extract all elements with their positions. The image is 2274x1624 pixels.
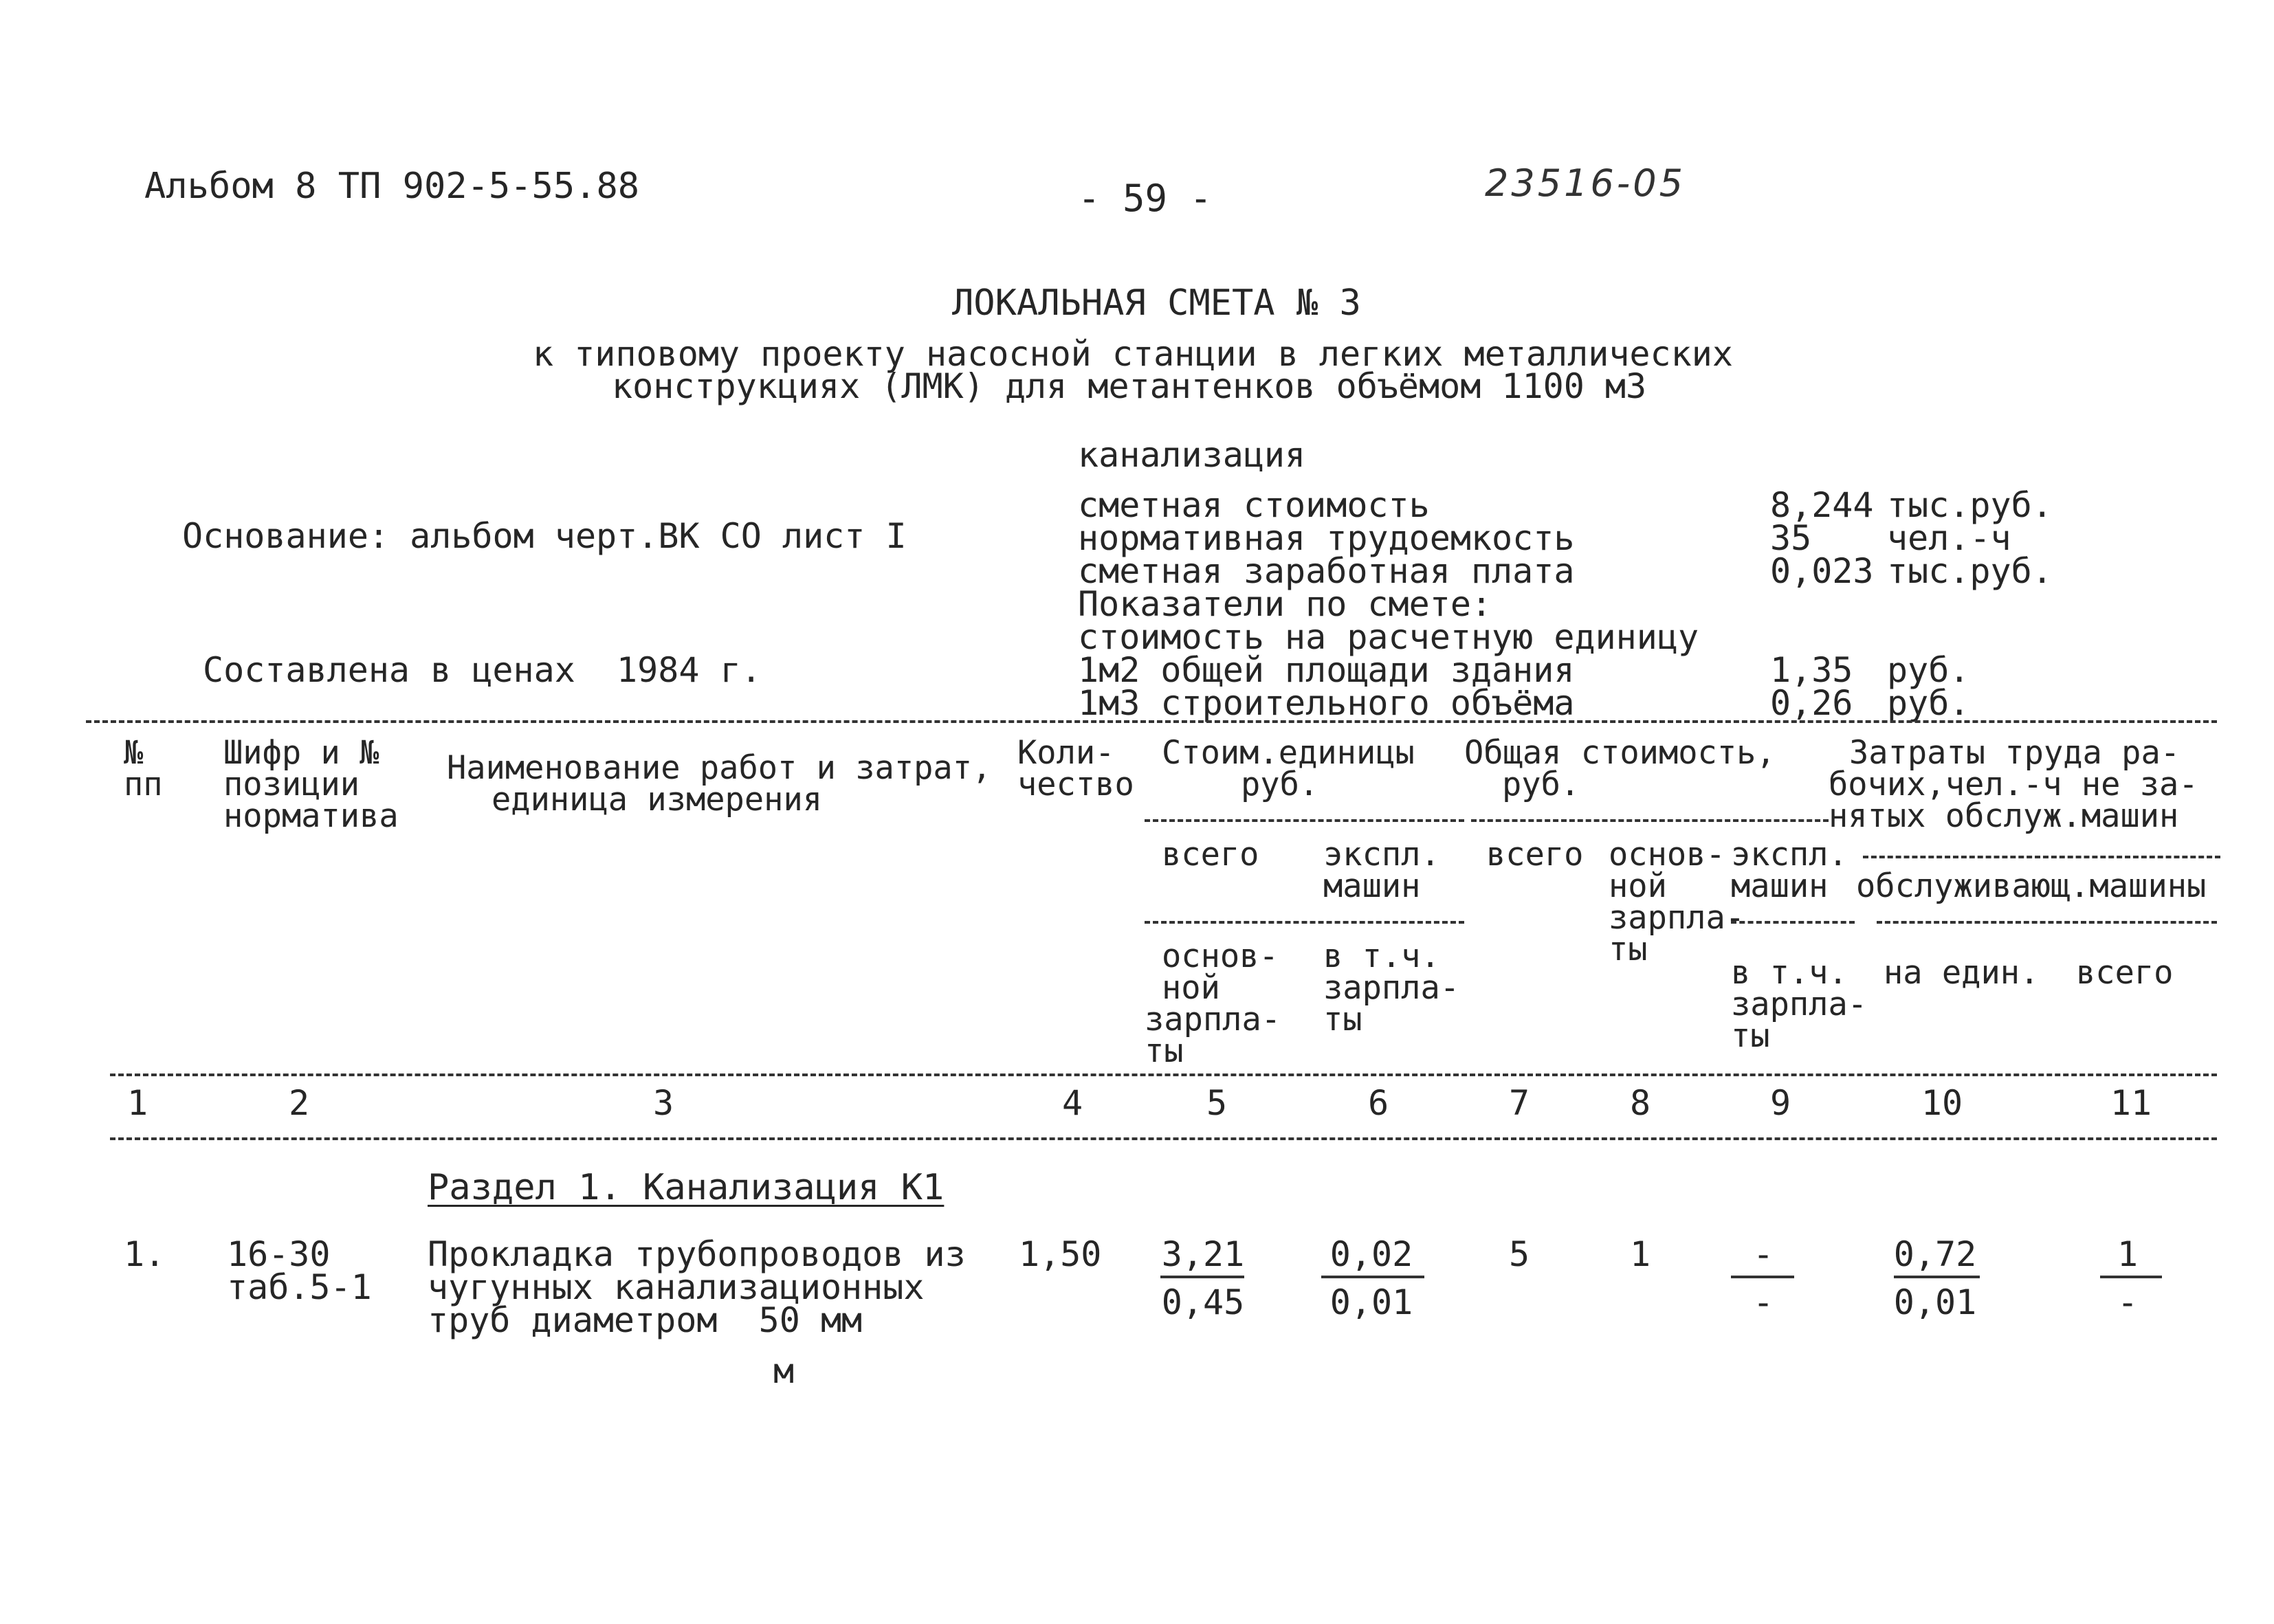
row-total-machine: - xyxy=(1752,1234,1774,1274)
basis-prices: Составлена в ценах 1984 г. xyxy=(203,650,762,690)
header-labor-serving: обслуживающ.машины xyxy=(1856,867,2207,905)
summary-estimated-cost-unit: тыс.руб. xyxy=(1887,485,2053,525)
row-machine-cost-underline xyxy=(1321,1276,1424,1278)
header-total-osnov-line4: ты xyxy=(1609,931,1648,968)
header-labor-na-edin: на един. xyxy=(1884,954,2040,992)
header-unit-vtch-line1: в т.ч. xyxy=(1323,937,1440,975)
summary-estimated-cost-label: сметная стоимость xyxy=(1078,485,1430,525)
row-quantity: 1,50 xyxy=(1019,1234,1102,1274)
summary-labor-unit: чел.-ч xyxy=(1887,518,2011,558)
header-code-line2: позиции xyxy=(223,766,360,803)
header-total-ekspl-rule xyxy=(1731,921,1855,924)
header-labor-sub-rule xyxy=(1877,921,2217,924)
header-name-line2: единица измерения xyxy=(492,781,823,819)
row-name-line3: труб диаметром 50 мм xyxy=(428,1300,863,1340)
column-numbers-bottom-rule xyxy=(110,1137,2217,1140)
summary-volume-label: 1м3 строительного объёма xyxy=(1078,683,1575,723)
row-unit: м xyxy=(773,1351,795,1391)
header-total-vtch-line2: зарпла- xyxy=(1731,986,1868,1023)
header-unit-cost-rule xyxy=(1145,819,1464,822)
header-labor-line3: нятых обслуж.машин xyxy=(1829,797,2179,835)
row-labor-per-unit-underline xyxy=(1894,1276,1980,1278)
row-labor-total-underline xyxy=(2100,1276,2162,1278)
header-unit-osnov-line1: основ- xyxy=(1162,937,1279,975)
row-labor-total: 1 xyxy=(2117,1234,2139,1274)
header-code-line3: норматива xyxy=(223,797,399,835)
row-total-machine-underline xyxy=(1731,1276,1794,1278)
row-total-wage: 1 xyxy=(1629,1234,1651,1274)
summary-labor-label: нормативная трудоемкость xyxy=(1078,518,1575,558)
header-total-vtch-line3: ты xyxy=(1731,1017,1770,1055)
header-labor-line2: бочих,чел.-ч не за- xyxy=(1829,766,2198,803)
column-number-7: 7 xyxy=(1508,1083,1530,1123)
column-number-4: 4 xyxy=(1061,1083,1083,1123)
column-number-8: 8 xyxy=(1629,1083,1651,1123)
column-number-2: 2 xyxy=(288,1083,310,1123)
row-unit-cost-wage: 0,45 xyxy=(1161,1282,1245,1322)
header-unit-osnov-line2: ной xyxy=(1162,969,1220,1007)
summary-area-unit: руб. xyxy=(1887,650,1970,690)
table-top-rule xyxy=(86,720,2217,723)
column-number-10: 10 xyxy=(1921,1083,1963,1123)
header-total-osnov-line3: зарпла- xyxy=(1609,899,1745,937)
row-total-cost: 5 xyxy=(1508,1234,1530,1274)
header-unit-ekspl-line1: экспл. xyxy=(1323,836,1440,874)
row-name-line2: чугунных канализационных xyxy=(428,1267,925,1307)
row-unit-cost-total: 3,21 xyxy=(1161,1234,1245,1274)
header-total-cost-line1: Общая стоимость, xyxy=(1464,734,1776,772)
document-code: 23516-05 xyxy=(1485,162,1686,205)
header-total-cost-line2: руб. xyxy=(1502,766,1580,803)
header-total-osnov-line2: ной xyxy=(1609,867,1667,905)
document-subtitle-line2: конструкциях (ЛМК) для метантенков объёмом 1100 м3 xyxy=(612,366,1647,406)
row-machine-wage: 0,01 xyxy=(1329,1282,1413,1322)
row-total-machine-wage: - xyxy=(1752,1282,1774,1322)
row-name-line1: Прокладка трубопроводов из xyxy=(428,1234,966,1274)
column-number-5: 5 xyxy=(1206,1083,1228,1123)
header-number-line2: пп xyxy=(124,766,163,803)
header-total-ekspl-line2: машин xyxy=(1731,867,1829,905)
summary-category: канализация xyxy=(1078,435,1306,475)
section-heading: Раздел 1. Канализация К1 xyxy=(428,1167,945,1208)
header-labor-vsego: всего xyxy=(2076,954,2174,992)
header-unit-vtch-line2: зарпла- xyxy=(1323,969,1460,1007)
row-unit-cost-underline xyxy=(1160,1276,1244,1278)
row-labor-serving-total: - xyxy=(2117,1282,2139,1322)
header-total-vsego: всего xyxy=(1486,836,1584,874)
header-unit-osnov-line3: зарпла- xyxy=(1145,1001,1281,1038)
header-bottom-rule xyxy=(110,1074,2217,1076)
header-number-line1: № xyxy=(124,734,144,772)
header-total-ekspl-line1: экспл. xyxy=(1731,836,1848,874)
header-unit-cost-line1: Стоим.единицы xyxy=(1162,734,1415,772)
column-number-1: 1 xyxy=(126,1083,148,1123)
header-unit-sub-rule xyxy=(1145,921,1464,924)
document-title: ЛОКАЛЬНАЯ СМЕТА № 3 xyxy=(952,282,1361,324)
summary-estimated-cost-value: 8,244 xyxy=(1770,485,1874,525)
header-total-cost-rule xyxy=(1471,819,1829,822)
summary-wage-unit: тыс.руб. xyxy=(1887,551,2053,591)
row-number: 1. xyxy=(124,1234,166,1274)
summary-per-unit-heading: стоимость на расчетную единицу xyxy=(1078,617,1699,657)
header-unit-cost-line2: руб. xyxy=(1241,766,1319,803)
row-machine-cost: 0,02 xyxy=(1329,1234,1413,1274)
header-code-line1: Шифр и № xyxy=(223,734,379,772)
summary-wage-label: сметная заработная плата xyxy=(1078,551,1575,591)
header-unit-vtch-line3: ты xyxy=(1323,1001,1362,1038)
row-code-line2: таб.5-1 xyxy=(227,1267,372,1307)
header-qty-line1: Коли- xyxy=(1017,734,1115,772)
column-number-3: 3 xyxy=(652,1083,674,1123)
row-code-line1: 16-30 xyxy=(227,1234,331,1274)
summary-labor-value: 35 xyxy=(1770,518,1812,558)
header-labor-line1: Затраты труда ра- xyxy=(1849,734,2181,772)
summary-volume-unit: руб. xyxy=(1887,683,1970,723)
summary-indicators-heading: Показатели по смете: xyxy=(1078,584,1492,624)
column-number-11: 11 xyxy=(2110,1083,2152,1123)
column-number-6: 6 xyxy=(1367,1083,1389,1123)
basis-foundation: Основание: альбом черт.ВК СО лист I xyxy=(182,516,907,556)
summary-volume-value: 0,26 xyxy=(1770,683,1853,723)
header-total-vtch-line1: в т.ч. xyxy=(1731,954,1848,992)
page-number: - 59 - xyxy=(1078,177,1213,220)
header-unit-ekspl-line2: машин xyxy=(1323,867,1421,905)
header-labor-rule xyxy=(1863,856,2220,858)
row-labor-per-unit: 0,72 xyxy=(1893,1234,1977,1274)
header-unit-vsego: всего xyxy=(1162,836,1259,874)
column-number-9: 9 xyxy=(1769,1083,1791,1123)
summary-wage-value: 0,023 xyxy=(1770,551,1874,591)
header-qty-line2: чество xyxy=(1017,766,1134,803)
header-unit-osnov-line4: ты xyxy=(1145,1032,1184,1070)
row-labor-serving-per-unit: 0,01 xyxy=(1893,1282,1977,1322)
summary-area-label: 1м2 общей площади здания xyxy=(1078,650,1575,690)
album-reference: Альбом 8 ТП 902-5-55.88 xyxy=(144,166,640,207)
summary-area-value: 1,35 xyxy=(1770,650,1853,690)
document-subtitle-line1: к типовому проекту насосной станции в легких металлических xyxy=(533,334,1733,374)
header-name-line1: Наименование работ и затрат, xyxy=(447,749,992,787)
header-total-osnov-line1: основ- xyxy=(1609,836,1725,874)
